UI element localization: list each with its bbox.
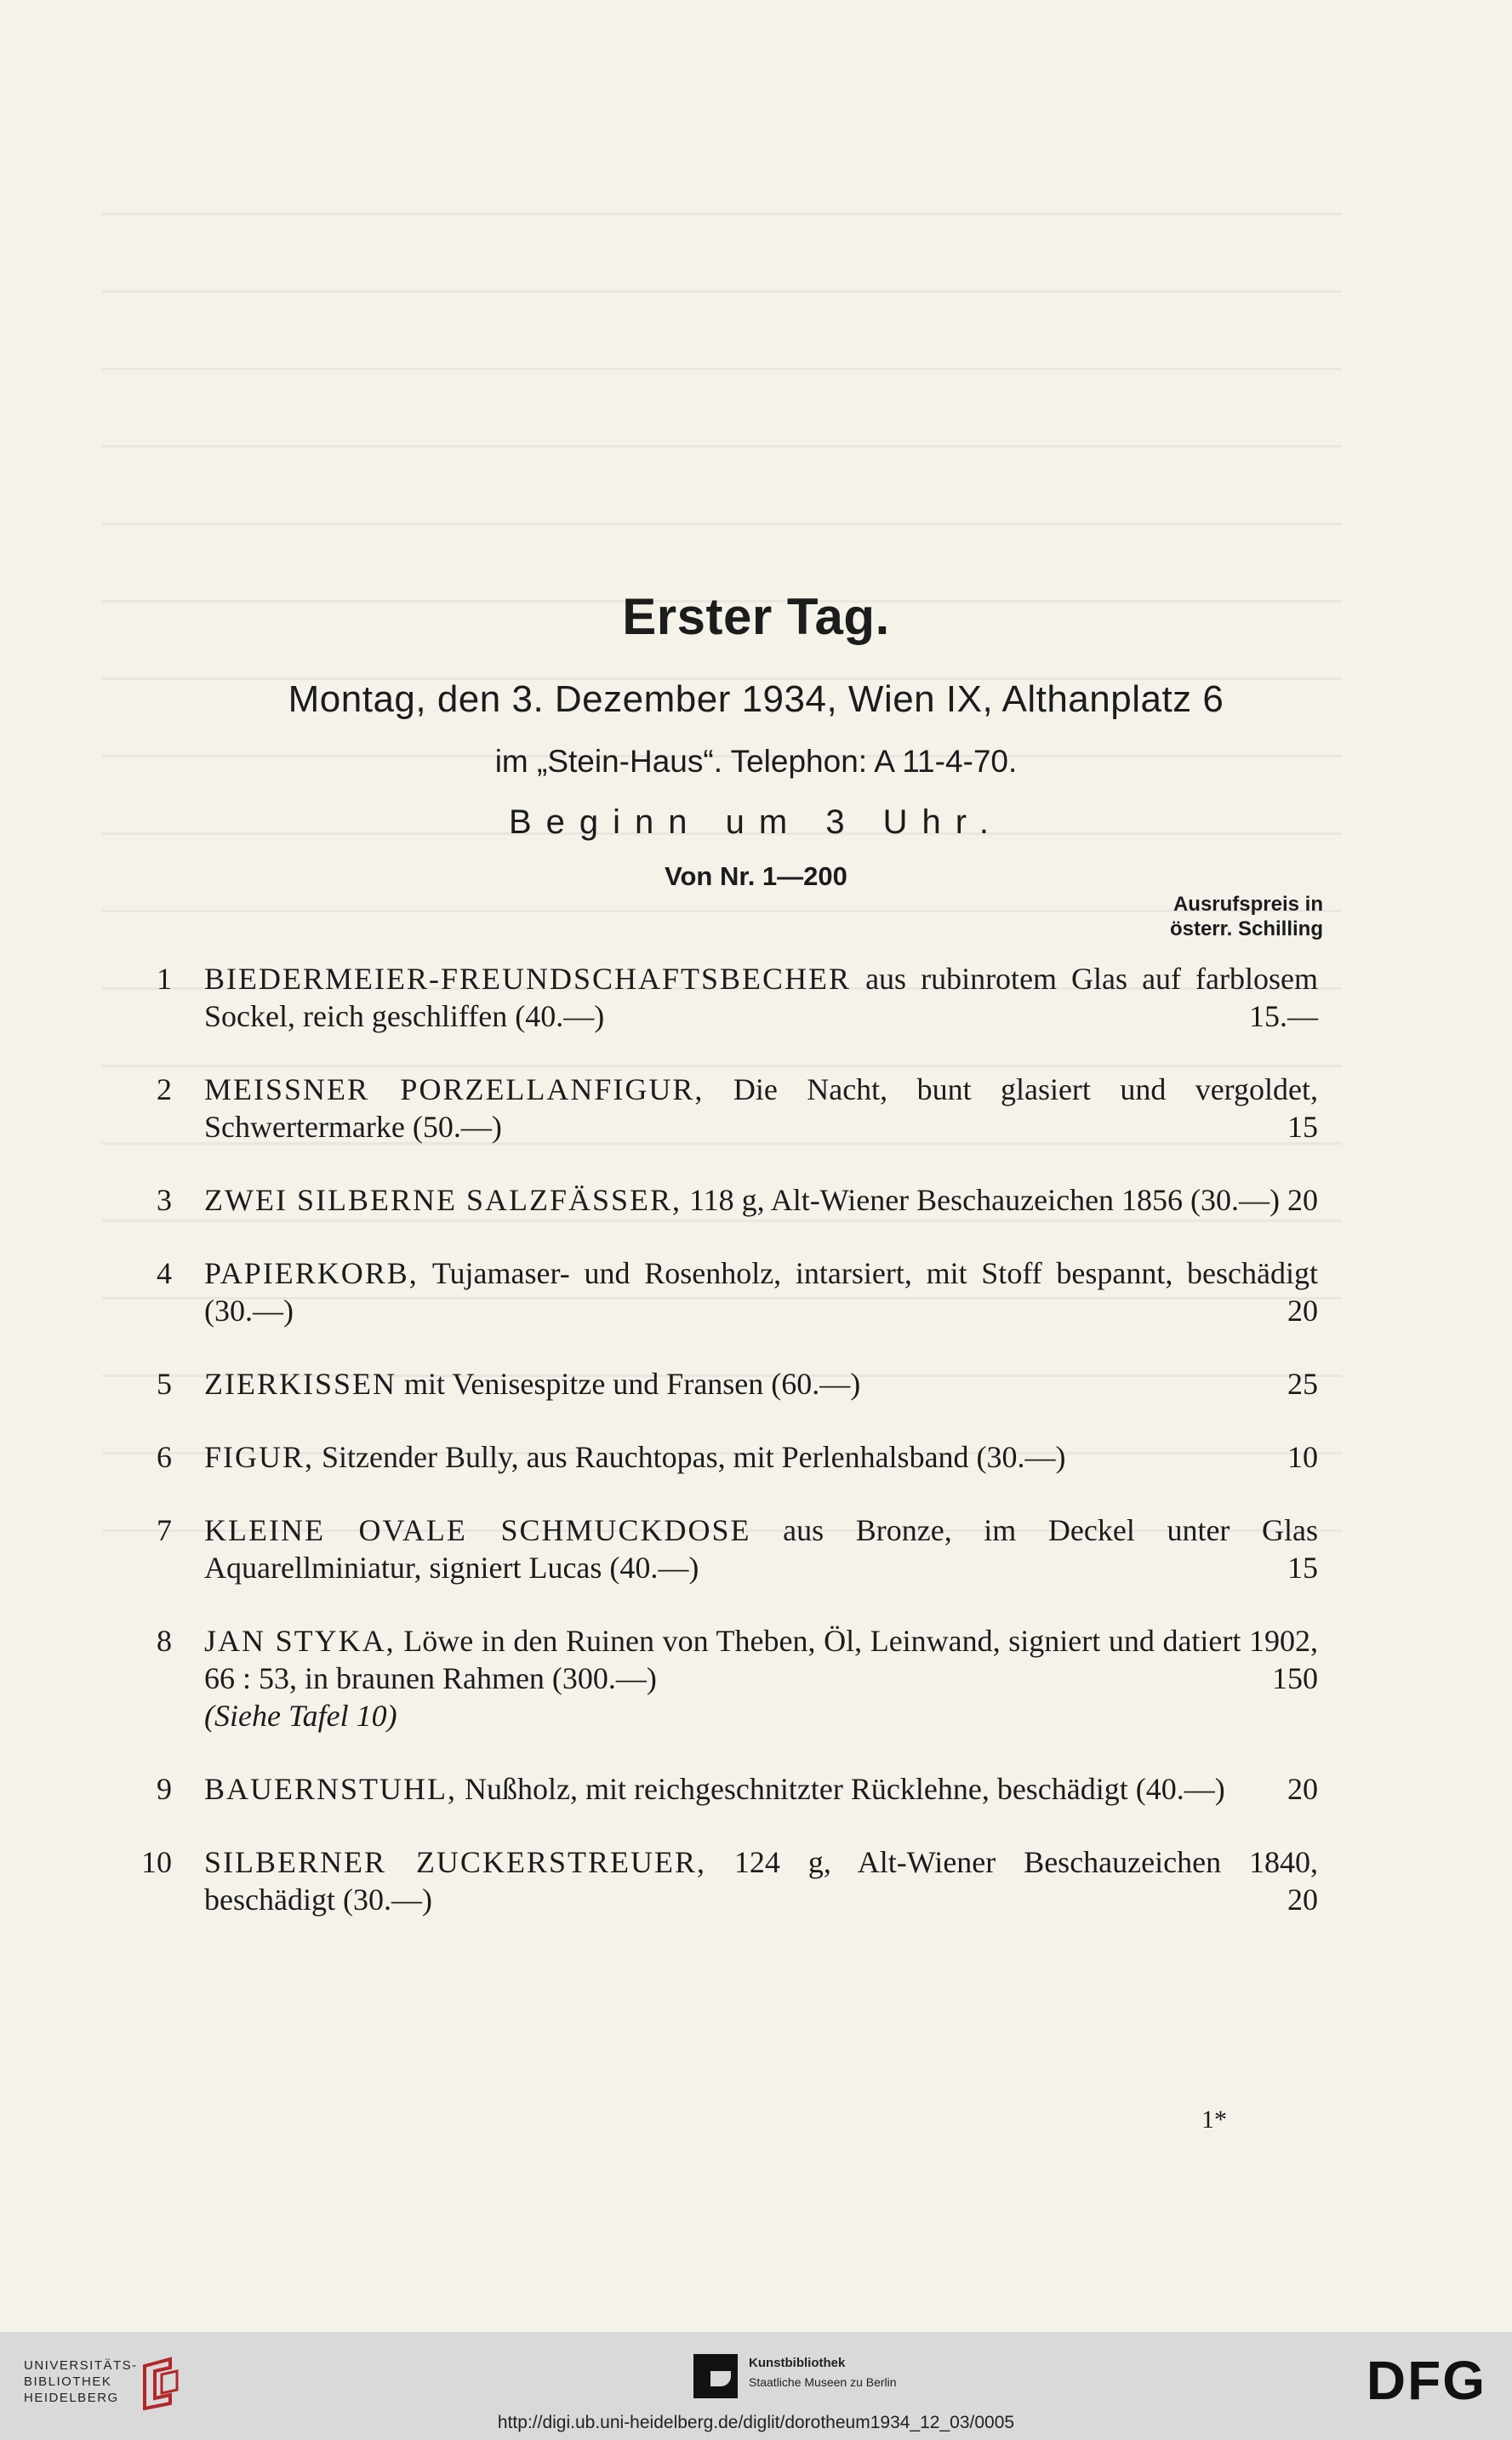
lot-title: FIGUR, (204, 1440, 315, 1474)
lot-price: 20 (1287, 1772, 1318, 1806)
lot-text: aus rubinrotem Glas auf farblosem Sockel, reich geschliffen (40.—) (204, 962, 1318, 1033)
lot-range-line: Von Nr. 1—200 (665, 861, 847, 891)
lot-price: 15.— (1249, 999, 1318, 1033)
lot-title: MEISSNER PORZELLANFIGUR, (204, 1072, 705, 1106)
price-column-header (1170, 892, 1323, 941)
lot-entry (0, 1770, 1512, 1808)
viewer-footer (0, 2332, 1512, 2440)
location-line: im „Stein-Haus“. Telephon: A 11-4-70. (494, 744, 1018, 779)
plate-reference: (Siehe Tafel 10) (204, 1699, 397, 1733)
kunstbibliothek-label (749, 2356, 897, 2389)
lot-number: 9 (157, 1772, 172, 1806)
lot-text: aus Bronze, im Deckel unter Glas Aquarellminiatur, signiert Lucas (40.—) (204, 1513, 1318, 1585)
lot-price: 15 (1287, 1110, 1318, 1144)
lot-number: 5 (157, 1367, 172, 1401)
lot-number: 3 (157, 1183, 172, 1217)
permalink-url[interactable]: http://digi.ub.uni-heidelberg.de/diglit/dorotheum1934_12_03/0005 (497, 2413, 1015, 2432)
kb-name: Kunstbibliothek (749, 2356, 846, 2370)
university-library-label (24, 2357, 138, 2406)
lot-number: 7 (157, 1513, 172, 1547)
lot-price: 20 (1287, 1294, 1318, 1328)
lot-description (204, 1438, 1318, 1476)
lot-number: 6 (157, 1440, 172, 1474)
lot-price: 20 (1287, 1883, 1318, 1917)
lot-entry (0, 1365, 1512, 1403)
lot-description (204, 1181, 1318, 1219)
lot-text: mit Venisespitze und Fransen (60.—) (404, 1367, 861, 1401)
lot-text: 118 g, Alt-Wiener Beschauzeichen 1856 (30.—) (689, 1183, 1281, 1217)
lot-description (204, 960, 1318, 1035)
lot-number: 4 (157, 1256, 172, 1290)
lot-entry (0, 1181, 1512, 1219)
lot-text: Tujamaser- und Rosenholz, intarsiert, mit Stoff bespannt, beschädigt (30.—) (204, 1256, 1318, 1328)
uni-label-line: BIBLIOTHEK (24, 2374, 112, 2389)
lot-title: PAPIERKORB, (204, 1256, 419, 1290)
lot-entry (0, 1254, 1512, 1329)
lot-entry (0, 960, 1512, 1035)
lot-entry (0, 1438, 1512, 1476)
lot-entry (0, 1843, 1512, 1918)
kunstbibliothek-logo-icon (693, 2354, 738, 2398)
lot-title: SILBERNER ZUCKERSTREUER, (204, 1845, 706, 1879)
lot-title: BIEDERMEIER-FREUNDSCHAFTSBECHER (204, 962, 852, 996)
lot-text: Sitzender Bully, aus Rauchtopas, mit Perlenhalsband (30.—) (322, 1440, 1066, 1474)
auction-date-line: Montag, den 3. Dezember 1934, Wien IX, Althanplatz 6 (288, 678, 1224, 720)
signature-mark: 1* (1201, 2106, 1227, 2134)
uni-label-line: HEIDELBERG (24, 2391, 119, 2405)
dfg-logo: DFG (1366, 2350, 1486, 2411)
lot-title: JAN STYKA, (204, 1624, 396, 1658)
lot-text: 124 g, Alt-Wiener Beschauzeichen 1840, beschädigt (30.—) (204, 1845, 1318, 1917)
lot-text: Löwe in den Ruinen von Theben, Öl, Leinwand, signiert und datiert 1902, 66 : 53, in braunen Rahmen (300.—) (204, 1624, 1319, 1695)
lot-description (204, 1365, 1318, 1403)
lot-title: BAUERNSTUHL, (204, 1772, 458, 1806)
day-title: Erster Tag. (622, 588, 890, 645)
lot-title: ZWEI SILBERNE SALZFÄSSER, (204, 1183, 682, 1217)
lot-number: 10 (141, 1845, 172, 1879)
price-header-line-2: österr. Schilling (1169, 917, 1323, 940)
lot-entry (0, 1622, 1512, 1734)
lot-description (204, 1770, 1318, 1808)
lot-text: Die Nacht, bunt glasiert und vergoldet, Schwertermarke (50.—) (204, 1072, 1319, 1144)
lot-price: 15 (1287, 1551, 1318, 1585)
lot-number: 8 (157, 1624, 172, 1658)
lot-number: 1 (157, 962, 172, 996)
lot-description (204, 1511, 1318, 1586)
lot-description (204, 1071, 1318, 1146)
lot-entry (0, 1071, 1512, 1146)
university-logo-icon (136, 2356, 184, 2410)
lot-description (204, 1254, 1318, 1329)
kb-subtitle: Staatliche Museen zu Berlin (749, 2375, 897, 2389)
begin-time-line: Beginn um 3 Uhr. (508, 803, 1004, 841)
lot-price: 20 (1287, 1183, 1318, 1217)
uni-label-line: UNIVERSITÄTS- (24, 2358, 138, 2373)
lot-list (0, 960, 1512, 1954)
lot-price: 150 (1272, 1661, 1318, 1695)
lot-price: 10 (1287, 1440, 1318, 1474)
lot-title: KLEINE OVALE SCHMUCKDOSE (204, 1513, 751, 1547)
lot-entry (0, 1511, 1512, 1586)
lot-price: 25 (1287, 1367, 1318, 1401)
lot-description (204, 1622, 1318, 1734)
price-header-line-1: Ausrufspreis in (1173, 893, 1323, 916)
lot-text: Nußholz, mit reichgeschnitzter Rücklehne, beschädigt (40.—) (465, 1772, 1225, 1806)
lot-description (204, 1843, 1318, 1918)
lot-title: ZIERKISSEN (204, 1367, 397, 1401)
lot-number: 2 (157, 1072, 172, 1106)
